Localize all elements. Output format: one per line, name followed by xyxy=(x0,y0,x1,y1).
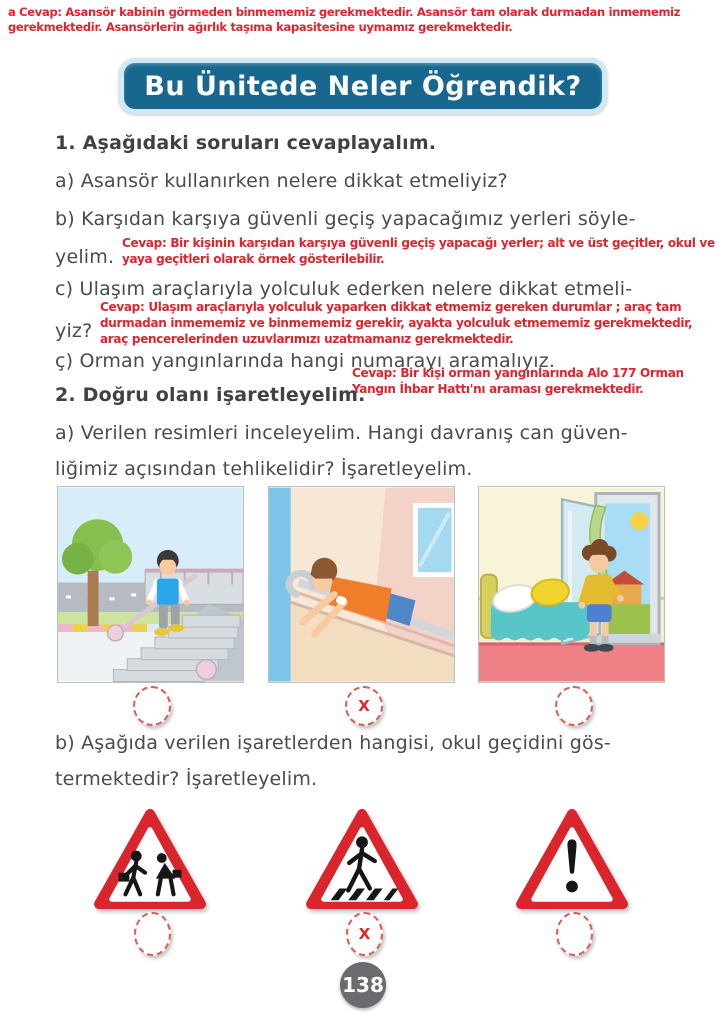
railing-scene-graphic xyxy=(269,487,454,682)
question-1c-line1: c) Ulaşım araçlarıyla yolculuk ederken nelere dikkat etmeli- xyxy=(55,278,633,300)
question-2-title: 2. Doğru olanı işaretleyelim. xyxy=(55,384,366,406)
illustration-boy-walking-down-overpass-stairs xyxy=(57,486,244,683)
question-1ch: ç) Orman yangınlarında hangi numarayı aramalıyız. xyxy=(55,350,556,372)
question-2a-line2: liğimiz açısından tehlikelidir? İşaretleyelim. xyxy=(55,458,473,480)
picture-answer-circle-3[interactable] xyxy=(555,686,593,726)
question-2b-line1: b) Aşağıda verilen işaretlerden hangisi, okul geçidini gös- xyxy=(55,732,611,754)
pedestrian-crossing-sign-icon xyxy=(298,806,426,912)
sign-answer-mark-2: X xyxy=(358,924,371,943)
unit-header-banner xyxy=(119,58,607,114)
other-danger-sign-icon xyxy=(508,806,636,912)
page-number-badge xyxy=(340,962,386,1008)
question-1a: a) Asansör kullanırken nelere dikkat etmeliyiz? xyxy=(55,170,508,192)
picture-answer-mark-2: X xyxy=(358,696,370,715)
illustration-boy-sliding-down-stair-railing xyxy=(268,486,455,683)
question-2a-line1: a) Verilen resimleri inceleyelim. Hangi davranış can güven- xyxy=(55,422,628,444)
answer-elevator: a Cevap: Asansör kabinin görmeden binmememiz gerekmektedir. Asansör tam olarak durmadan inmememiz gerekmektedir. Asansörlerin ağırlık taşıma kapasitesine uymamız gerekmektedir. xyxy=(8,5,681,35)
sign-answer-circle-3[interactable] xyxy=(556,912,593,956)
illustration-boy-leaning-out-open-window xyxy=(478,486,665,683)
answer-1ch: Cevap: Bir kişi orman yangınlarında Alo 177 Orman Yangın İhbar Hattı'nı araması gerekmektedir. xyxy=(352,366,684,396)
school-crossing-sign-icon xyxy=(86,806,214,912)
page-number: 138 xyxy=(342,973,384,997)
question-1-title: 1. Aşağıdaki soruları cevaplayalım. xyxy=(55,132,437,154)
question-1c-line2: yiz? xyxy=(55,320,93,342)
answer-1b: Cevap: Bir kişinin karşıdan karşıya güvenli geçiş yapacağı yerler; alt ve üst geçitler, okul ve yaya geçitleri olarak örnek gösterilebilir. xyxy=(122,236,715,266)
question-2b-line2: termektedir? İşaretleyelim. xyxy=(55,768,318,790)
question-1b-line2: yelim. xyxy=(55,246,115,268)
picture-answer-circle-1[interactable] xyxy=(133,686,171,726)
stairs-scene-graphic xyxy=(58,487,243,682)
sign-answer-circle-2[interactable] xyxy=(346,912,383,956)
window-scene-graphic xyxy=(479,487,664,682)
sign-answer-circle-1[interactable] xyxy=(134,912,171,956)
answer-1c: Cevap: Ulaşım araçlarıyla yolculuk yaparken dikkat etmemiz gereken durumlar ; araç tam durmadan inmememiz ve binmememiz gerekir, ayakta yolculuk etmememiz gerekmektedir, araç pencerelerinden uzuvlarımızı uzatmamanız gerekmektedir. xyxy=(100,300,693,346)
picture-answer-circle-2[interactable] xyxy=(345,686,383,726)
question-1b-line1: b) Karşıdan karşıya güvenli geçiş yapacağımız yerleri söyle- xyxy=(55,208,636,230)
unit-header-title: Bu Ünitede Neler Öğrendik? xyxy=(144,70,582,102)
